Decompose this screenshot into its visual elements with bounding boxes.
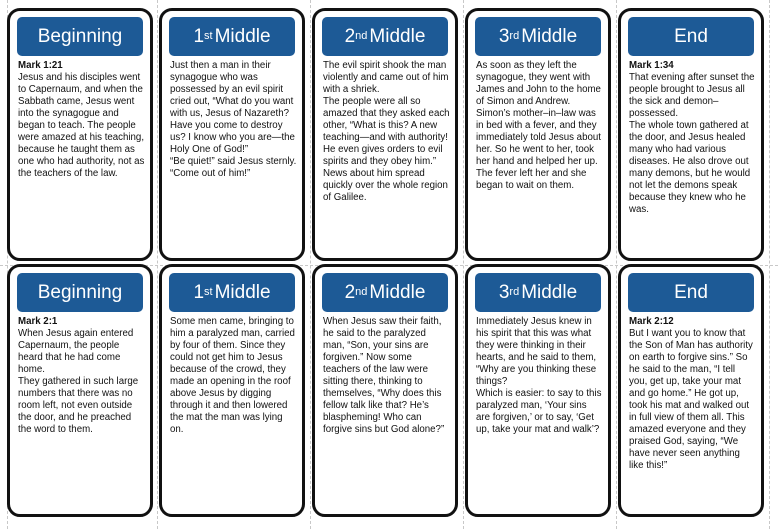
passage-paragraph: When Jesus saw their faith, he said to the paralyzed man, “Son, your sins are forgiven.” Now some teachers of the law were sitting there, thinking to themselves, “Why does this fellow talk like that? He’s blaspheming! Who can forgive sins but God alone?”	[323, 316, 445, 435]
card-title-text: Middle	[521, 25, 578, 47]
card-title-text: Middle	[214, 281, 271, 303]
passage-paragraph: Some men came, bringing to him a paralyzed man, carried by four of them. Since they could not get him to Jesus because of the crowd, they made an opening in the roof above Jesus by digging through it and then lowered the mat the man was lying on.	[170, 316, 295, 435]
passage-paragraph: Jesus and his disciples went to Capernaum, and when the Sabbath came, Jesus went into the synagogue and began to teach. The people were amazed at his teaching, because he taught them as one who had authority, not as the teachers of the law.	[18, 72, 145, 179]
scripture-reference: Mark 1:21	[18, 60, 63, 71]
passage-paragraph: But I want you to know that the Son of Man has authority on earth to forgive sins.” So he said to the man, “I tell you, get up, take your mat and go home.” He got up, took his mat and walked out in full view of them all. This amazed everyone and they praised God, saying, “We have never seen anything like this!”	[629, 328, 753, 471]
scripture-reference: Mark 1:34	[629, 60, 674, 71]
card-title	[475, 17, 601, 56]
card-title-ordinal-suffix: rd	[509, 285, 520, 298]
passage-paragraph: News about him spread quickly over the whole region of Galilee.	[323, 168, 448, 203]
card-title-text: Middle	[214, 25, 271, 47]
card-title-text: Middle	[369, 25, 426, 47]
card-title	[169, 273, 295, 312]
card-title-ordinal-suffix: rd	[509, 29, 520, 42]
card-title-text: Middle	[521, 281, 578, 303]
card-title	[628, 17, 754, 56]
passage-paragraph: Which is easier: to say to this paralyzed man, ‘Your sins are forgiven,’ or to say, ‘Get up, take your mat and walk’?	[476, 388, 602, 435]
card-title	[17, 273, 143, 312]
passage-paragraph: That evening after sunset the people brought to Jesus all the sick and demon–possessed.	[629, 72, 755, 119]
passage-paragraph: Immediately Jesus knew in his spirit that this was what they were thinking in their hearts, and he said to them, “Why are you thinking these things?	[476, 316, 597, 387]
card-title-text: Beginning	[37, 25, 123, 47]
card-title	[322, 273, 448, 312]
card-passage	[629, 60, 756, 254]
story-card-second-middle	[312, 264, 458, 517]
card-title-ordinal-suffix: st	[204, 29, 213, 42]
passage-paragraph: The people were all so amazed that they asked each other, “What is this? A new teaching—and with authority! He even gives orders to evil spirits and they obey him.”	[323, 96, 450, 167]
card-title-text: End	[674, 25, 708, 47]
scripture-reference: Mark 2:1	[18, 316, 58, 327]
card-title	[17, 17, 143, 56]
story-card-beginning	[7, 8, 153, 261]
passage-paragraph: They gathered in such large numbers that there was no room left, not even outside the door, and he preached the word to them.	[18, 376, 139, 435]
card-passage	[18, 316, 145, 510]
card-passage	[170, 60, 297, 254]
scripture-reference: Mark 2:12	[629, 316, 674, 327]
card-title	[475, 273, 601, 312]
card-title-text: Middle	[369, 281, 426, 303]
card-title-ordinal: 2	[344, 281, 356, 303]
card-title-ordinal-suffix: st	[204, 285, 213, 298]
card-passage	[323, 60, 450, 254]
card-passage	[170, 316, 297, 510]
story-card-third-middle	[465, 264, 611, 517]
card-title-ordinal-suffix: nd	[355, 285, 368, 298]
passage-paragraph: The evil spirit shook the man violently and came out of him with a shriek.	[323, 60, 449, 95]
card-title-ordinal-suffix: nd	[355, 29, 368, 42]
card-passage	[629, 316, 756, 510]
card-title-text: Beginning	[37, 281, 123, 303]
story-card-second-middle	[312, 8, 458, 261]
story-card-end	[618, 264, 764, 517]
passage-paragraph: “Be quiet!” said Jesus sternly. “Come out of him!”	[170, 156, 297, 179]
card-title-ordinal: 3	[498, 281, 510, 303]
story-card-third-middle	[465, 8, 611, 261]
story-card-end	[618, 8, 764, 261]
card-passage	[323, 316, 450, 510]
story-card-beginning	[7, 264, 153, 517]
card-title-ordinal: 2	[344, 25, 356, 47]
passage-paragraph: As soon as they left the synagogue, they went with James and John to the home of Simon and Andrew. Simon’s mother–in–law was in bed with a fever, and they immediately told Jesus about her. So he went to her, took her hand and helped her up. The fever left her and she began to wait on them.	[476, 60, 601, 191]
card-title-text: End	[674, 281, 708, 303]
story-card-first-middle	[159, 8, 305, 261]
card-title-ordinal: 1	[193, 281, 205, 303]
card-passage	[18, 60, 145, 254]
card-title	[628, 273, 754, 312]
card-passage	[476, 60, 603, 254]
card-title	[322, 17, 448, 56]
card-title	[169, 17, 295, 56]
card-passage	[476, 316, 603, 510]
card-title-ordinal: 3	[498, 25, 510, 47]
passage-paragraph: Just then a man in their synagogue who was possessed by an evil spirit cried out, “What do you want with us, Jesus of Nazareth? Have you come to destroy us? I know who you are—the Holy One of God!”	[170, 60, 295, 155]
card-title-ordinal: 1	[193, 25, 205, 47]
story-card-first-middle	[159, 264, 305, 517]
passage-paragraph: The whole town gathered at the door, and Jesus healed many who had various diseases. He also drove out many demons, but he would not let the demons speak because they knew who he was.	[629, 120, 751, 215]
passage-paragraph: When Jesus again entered Capernaum, the people heard that he had come home.	[18, 328, 134, 375]
